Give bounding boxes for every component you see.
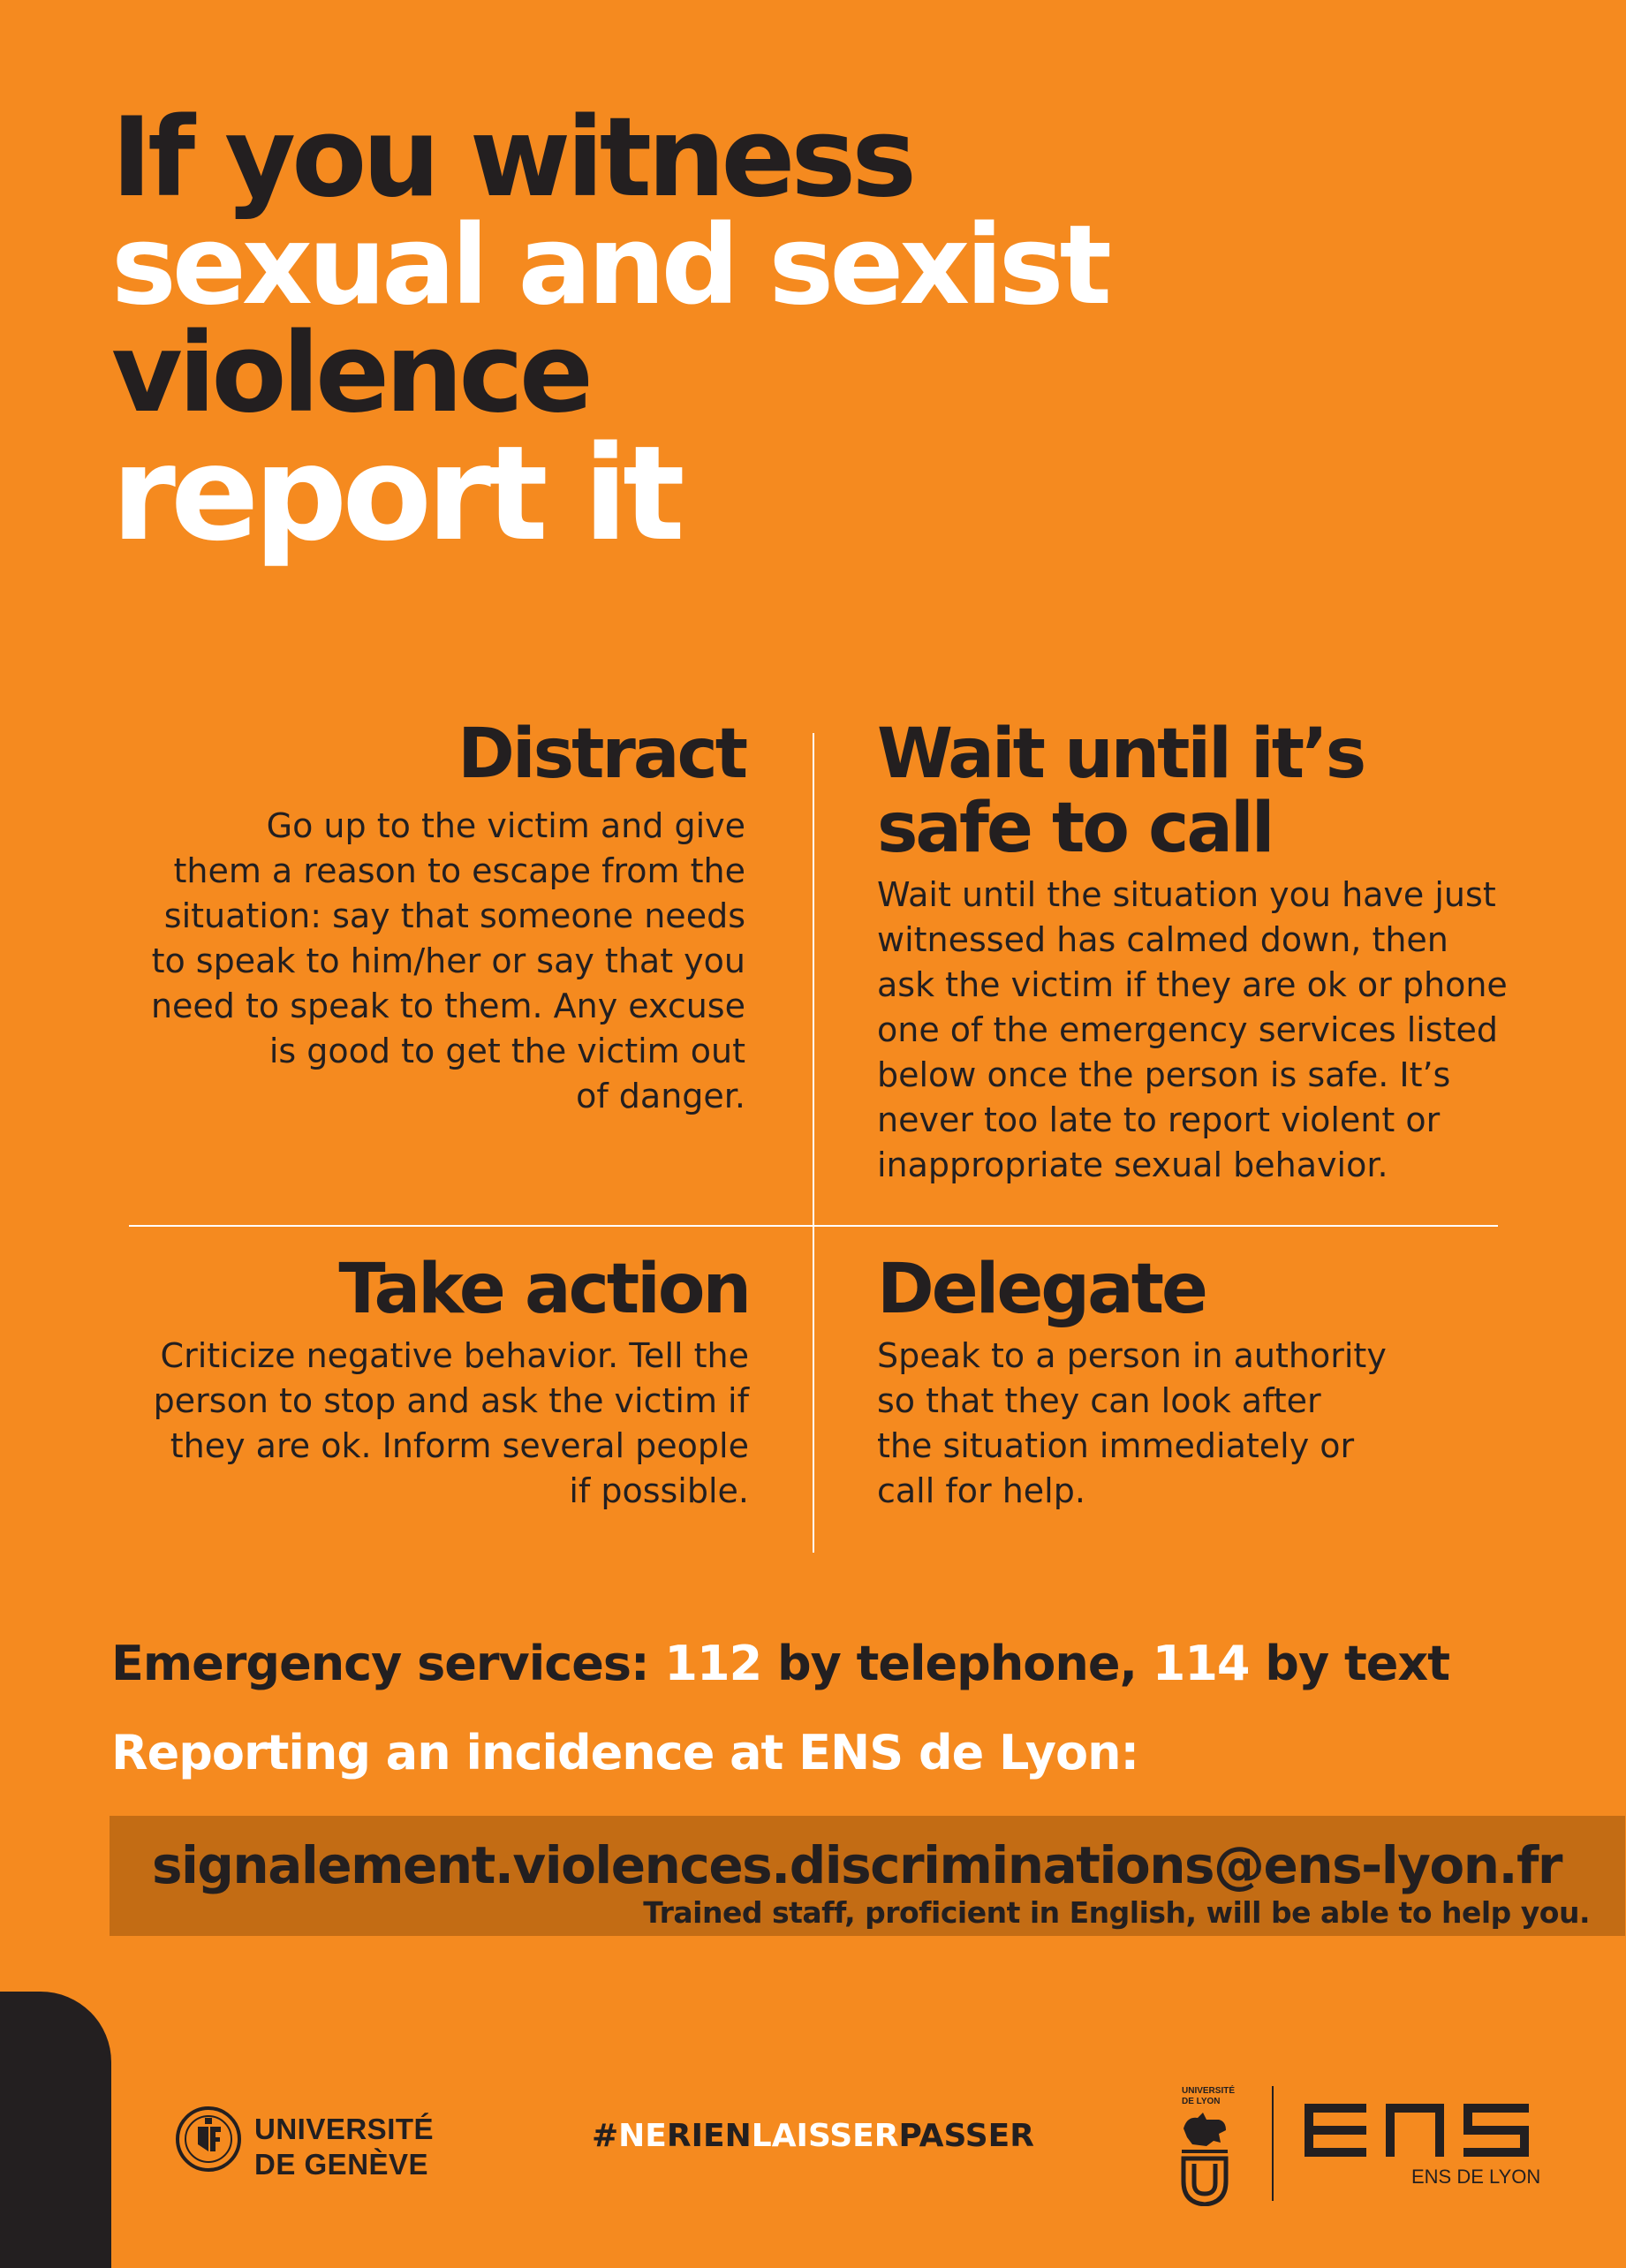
- section-wait: [877, 714, 1548, 1188]
- section-distract-body: Go up to the victim and give them a reason to escape from the situation: say that someone needs to speak to him/her or say that you need to speak to them. Any excuse is good to get the victim out of danger.: [150, 806, 745, 1115]
- vertical-divider: [813, 733, 814, 1553]
- lion-crest-icon: [1180, 2111, 1229, 2206]
- unige-seal-icon: [175, 2105, 242, 2173]
- unige-name: UNIVERSITÉ DE GENÈVE: [254, 2113, 435, 2181]
- section-take-action-body: Criticize negative behavior. Tell the person to stop and ask the victim if they are ok. Inform several people if possible.: [153, 1336, 749, 1510]
- section-delegate: [877, 1252, 1548, 1514]
- headline: [111, 94, 1108, 570]
- headline-line-2: sexual and sexist: [111, 202, 1108, 329]
- trained-staff-note: Trained staff, proficient in English, will be able to help you.: [643, 1895, 1590, 1930]
- section-distract: [110, 714, 745, 1119]
- emergency-text-number: 114: [1152, 1636, 1250, 1691]
- campaign-hashtag: #NERIENLAISSERPASSER: [592, 2118, 1034, 2154]
- side-tab-decoration: [0, 1992, 111, 2268]
- section-delegate-body: Speak to a person in authority so that they can look after the situation immediately or call for help.: [877, 1336, 1387, 1510]
- section-distract-title: Distract: [458, 714, 745, 794]
- emergency-phone-number: 112: [664, 1636, 762, 1691]
- section-wait-body: Wait until the situation you have just witnessed has calmed down, then ask the victim if they are ok or phone one of the emergency services listed below once the person is safe. It’s never too late to report violent or inappropriate sexual behavior.: [877, 875, 1508, 1184]
- report-email-link[interactable]: signalement.violences.discriminations@ens-lyon.fr: [152, 1835, 1562, 1895]
- horizontal-divider: [129, 1225, 1498, 1227]
- emergency-services: Emergency services: 112 by telephone, 114 by text: [111, 1636, 1450, 1691]
- headline-line-1: If you witness: [111, 94, 913, 222]
- headline-line-4: report it: [111, 418, 680, 570]
- headline-line-3: violence: [111, 310, 590, 437]
- reporting-label: Reporting an incidence at ENS de Lyon:: [111, 1725, 1139, 1780]
- udl-name: UNIVERSITÉ DE LYON: [1182, 2086, 1236, 2106]
- section-wait-title: Wait until it’s safe to call: [877, 714, 1365, 868]
- logo-divider: [1272, 2086, 1274, 2201]
- section-take-action: [110, 1252, 749, 1514]
- section-take-action-title: Take action: [338, 1250, 749, 1329]
- email-box: [110, 1816, 1625, 1936]
- ens-logo-icon: [1305, 2104, 1534, 2157]
- section-delegate-title: Delegate: [877, 1250, 1206, 1329]
- ens-caption: ENS DE LYON: [1411, 2166, 1541, 2188]
